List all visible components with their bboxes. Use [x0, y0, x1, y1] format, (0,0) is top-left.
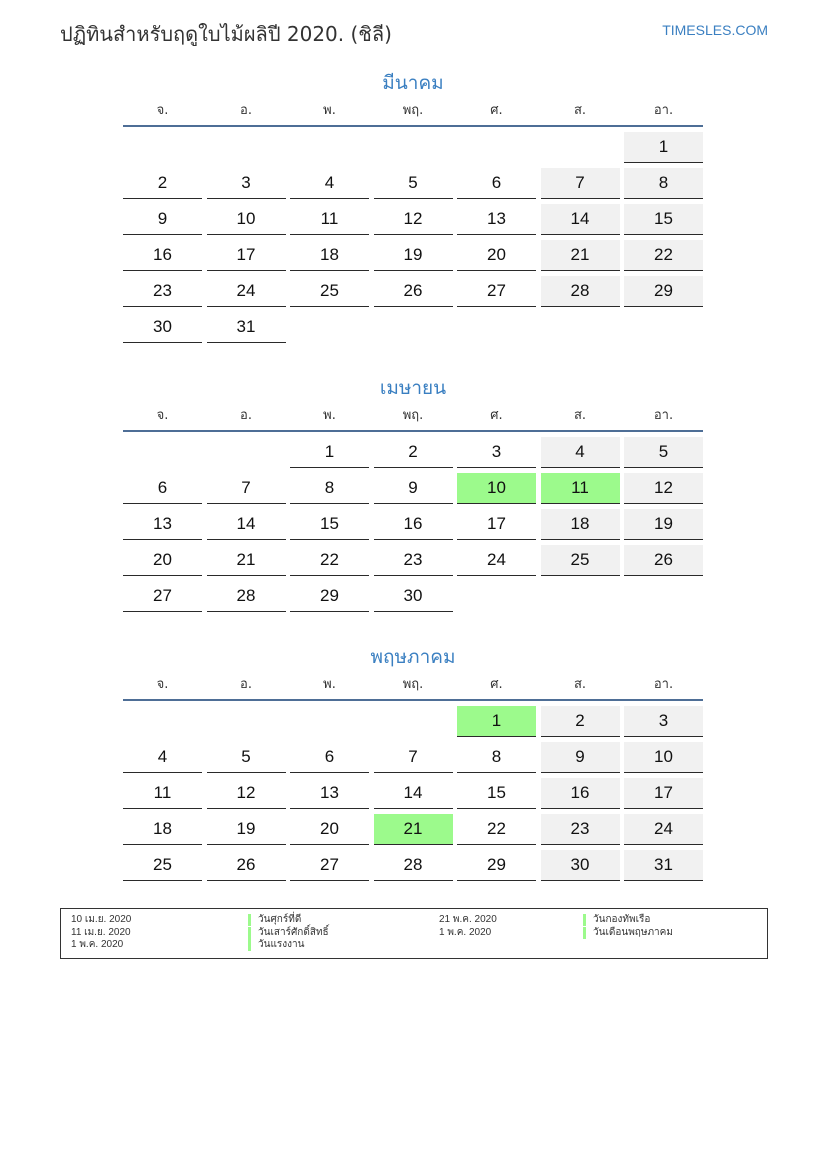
day-cell: 10 — [207, 204, 286, 235]
day-cell: 18 — [123, 814, 202, 845]
day-cell: 4 — [290, 168, 369, 199]
day-cell: 28 — [541, 276, 620, 307]
day-cell: 3 — [624, 706, 703, 737]
holiday-day-cell: 21 — [374, 814, 453, 845]
weekday-label: พ. — [323, 677, 336, 692]
month-calendar-may — [123, 642, 703, 886]
weekday-label: ศ. — [490, 408, 503, 423]
day-cell: 13 — [290, 778, 369, 809]
day-cell: 21 — [541, 240, 620, 271]
day-cell: 15 — [457, 778, 536, 809]
day-cell: 14 — [207, 509, 286, 540]
weekday-label: ส. — [573, 677, 587, 692]
day-cell: 18 — [290, 240, 369, 271]
day-cell: 1 — [624, 132, 703, 163]
weekday-label: พฤ. — [402, 103, 424, 118]
holiday-day-cell: 1 — [457, 706, 536, 737]
day-cell: 31 — [624, 850, 703, 881]
weekday-label: จ. — [156, 408, 169, 423]
weekday-label: จ. — [156, 103, 169, 118]
day-cell: 24 — [624, 814, 703, 845]
day-grid — [123, 437, 703, 617]
day-cell: 25 — [541, 545, 620, 576]
weekday-label: อา. — [653, 677, 674, 692]
day-cell: 2 — [374, 437, 453, 468]
weekday-divider — [123, 430, 703, 432]
day-cell: 26 — [207, 850, 286, 881]
day-cell: 28 — [374, 850, 453, 881]
day-cell: 24 — [207, 276, 286, 307]
legend-holiday-name: วันเดือนพฤษภาคม — [583, 927, 673, 939]
holiday-legend — [60, 908, 768, 959]
day-cell: 25 — [123, 850, 202, 881]
day-cell: 22 — [624, 240, 703, 271]
holiday-day-cell: 11 — [541, 473, 620, 504]
day-cell: 16 — [541, 778, 620, 809]
day-cell: 27 — [457, 276, 536, 307]
legend-holiday-name: วันแรงงาน — [248, 939, 304, 951]
day-cell: 4 — [541, 437, 620, 468]
day-grid — [123, 132, 703, 348]
day-cell: 24 — [457, 545, 536, 576]
day-cell: 13 — [123, 509, 202, 540]
weekday-label: อ. — [240, 408, 252, 423]
legend-holiday-name: วันศุกร์ที่ดี — [248, 914, 301, 926]
weekday-label: พฤ. — [402, 408, 424, 423]
day-cell: 22 — [290, 545, 369, 576]
day-cell: 19 — [624, 509, 703, 540]
day-cell: 6 — [123, 473, 202, 504]
day-cell: 18 — [541, 509, 620, 540]
day-cell: 27 — [123, 581, 202, 612]
day-cell: 14 — [374, 778, 453, 809]
weekday-label: พฤ. — [402, 677, 424, 692]
day-cell: 12 — [207, 778, 286, 809]
day-cell: 29 — [290, 581, 369, 612]
day-cell: 23 — [123, 276, 202, 307]
day-cell: 8 — [290, 473, 369, 504]
day-cell: 7 — [541, 168, 620, 199]
day-cell: 19 — [207, 814, 286, 845]
day-cell: 5 — [207, 742, 286, 773]
month-title: พฤษภาคม — [370, 646, 456, 668]
legend-date: 11 เม.ย. 2020 — [71, 927, 131, 938]
day-cell: 17 — [207, 240, 286, 271]
day-cell: 21 — [207, 545, 286, 576]
day-cell: 11 — [290, 204, 369, 235]
day-cell: 30 — [123, 312, 202, 343]
day-cell: 12 — [624, 473, 703, 504]
month-title: มีนาคม — [382, 72, 444, 94]
weekday-label: อ. — [240, 103, 252, 118]
day-cell: 23 — [541, 814, 620, 845]
day-cell: 14 — [541, 204, 620, 235]
weekday-label: ศ. — [490, 103, 503, 118]
weekday-label: พ. — [323, 408, 336, 423]
day-cell: 20 — [290, 814, 369, 845]
weekday-divider — [123, 699, 703, 701]
legend-date: 1 พ.ค. 2020 — [439, 927, 492, 938]
month-title: เมษายน — [379, 377, 447, 399]
day-cell: 23 — [374, 545, 453, 576]
day-cell: 3 — [207, 168, 286, 199]
day-cell: 15 — [290, 509, 369, 540]
day-cell: 26 — [624, 545, 703, 576]
day-cell: 16 — [374, 509, 453, 540]
day-cell: 6 — [290, 742, 369, 773]
day-cell: 7 — [374, 742, 453, 773]
day-cell: 31 — [207, 312, 286, 343]
day-cell: 30 — [374, 581, 453, 612]
day-cell: 25 — [290, 276, 369, 307]
day-cell: 20 — [123, 545, 202, 576]
day-cell: 27 — [290, 850, 369, 881]
weekday-label: อา. — [653, 103, 674, 118]
day-cell: 30 — [541, 850, 620, 881]
day-cell: 7 — [207, 473, 286, 504]
day-cell: 8 — [624, 168, 703, 199]
day-cell: 4 — [123, 742, 202, 773]
day-cell: 10 — [624, 742, 703, 773]
day-cell: 16 — [123, 240, 202, 271]
day-cell: 5 — [374, 168, 453, 199]
weekday-divider — [123, 125, 703, 127]
day-cell: 9 — [374, 473, 453, 504]
day-grid — [123, 706, 703, 886]
day-cell: 28 — [207, 581, 286, 612]
day-cell: 9 — [541, 742, 620, 773]
page-title: ปฏิทินสำหรับฤดูใบไม้ผลิปี 2020. (ชิลี) — [60, 22, 392, 46]
legend-holiday-name: วันเสาร์ศักดิ์สิทธิ์ — [248, 927, 329, 939]
weekday-label: จ. — [156, 677, 169, 692]
weekday-label: พ. — [323, 103, 336, 118]
month-calendar-march — [123, 68, 703, 348]
weekday-header-row — [123, 676, 703, 702]
day-cell: 17 — [624, 778, 703, 809]
weekday-label: อา. — [653, 408, 674, 423]
weekday-header-row — [123, 407, 703, 433]
day-cell: 19 — [374, 240, 453, 271]
page-header — [60, 18, 768, 48]
day-cell: 15 — [624, 204, 703, 235]
day-cell: 26 — [374, 276, 453, 307]
weekday-label: ส. — [573, 103, 587, 118]
weekday-label: ส. — [573, 408, 587, 423]
day-cell: 11 — [123, 778, 202, 809]
day-cell: 17 — [457, 509, 536, 540]
day-cell: 20 — [457, 240, 536, 271]
weekday-label: อ. — [240, 677, 252, 692]
month-calendar-april — [123, 373, 703, 617]
weekday-header-row — [123, 102, 703, 128]
day-cell: 8 — [457, 742, 536, 773]
day-cell: 2 — [123, 168, 202, 199]
day-cell: 3 — [457, 437, 536, 468]
day-cell: 13 — [457, 204, 536, 235]
legend-date: 1 พ.ค. 2020 — [71, 939, 124, 950]
legend-date: 10 เม.ย. 2020 — [71, 914, 132, 925]
day-cell: 22 — [457, 814, 536, 845]
day-cell: 6 — [457, 168, 536, 199]
day-cell: 29 — [624, 276, 703, 307]
day-cell: 9 — [123, 204, 202, 235]
day-cell: 1 — [290, 437, 369, 468]
day-cell: 29 — [457, 850, 536, 881]
day-cell: 12 — [374, 204, 453, 235]
legend-holiday-name: วันกองทัพเรือ — [583, 914, 650, 926]
day-cell: 5 — [624, 437, 703, 468]
day-cell: 2 — [541, 706, 620, 737]
brand-link[interactable]: TIMESLES.COM — [662, 22, 768, 38]
weekday-label: ศ. — [490, 677, 503, 692]
legend-date: 21 พ.ค. 2020 — [439, 914, 497, 925]
holiday-day-cell: 10 — [457, 473, 536, 504]
